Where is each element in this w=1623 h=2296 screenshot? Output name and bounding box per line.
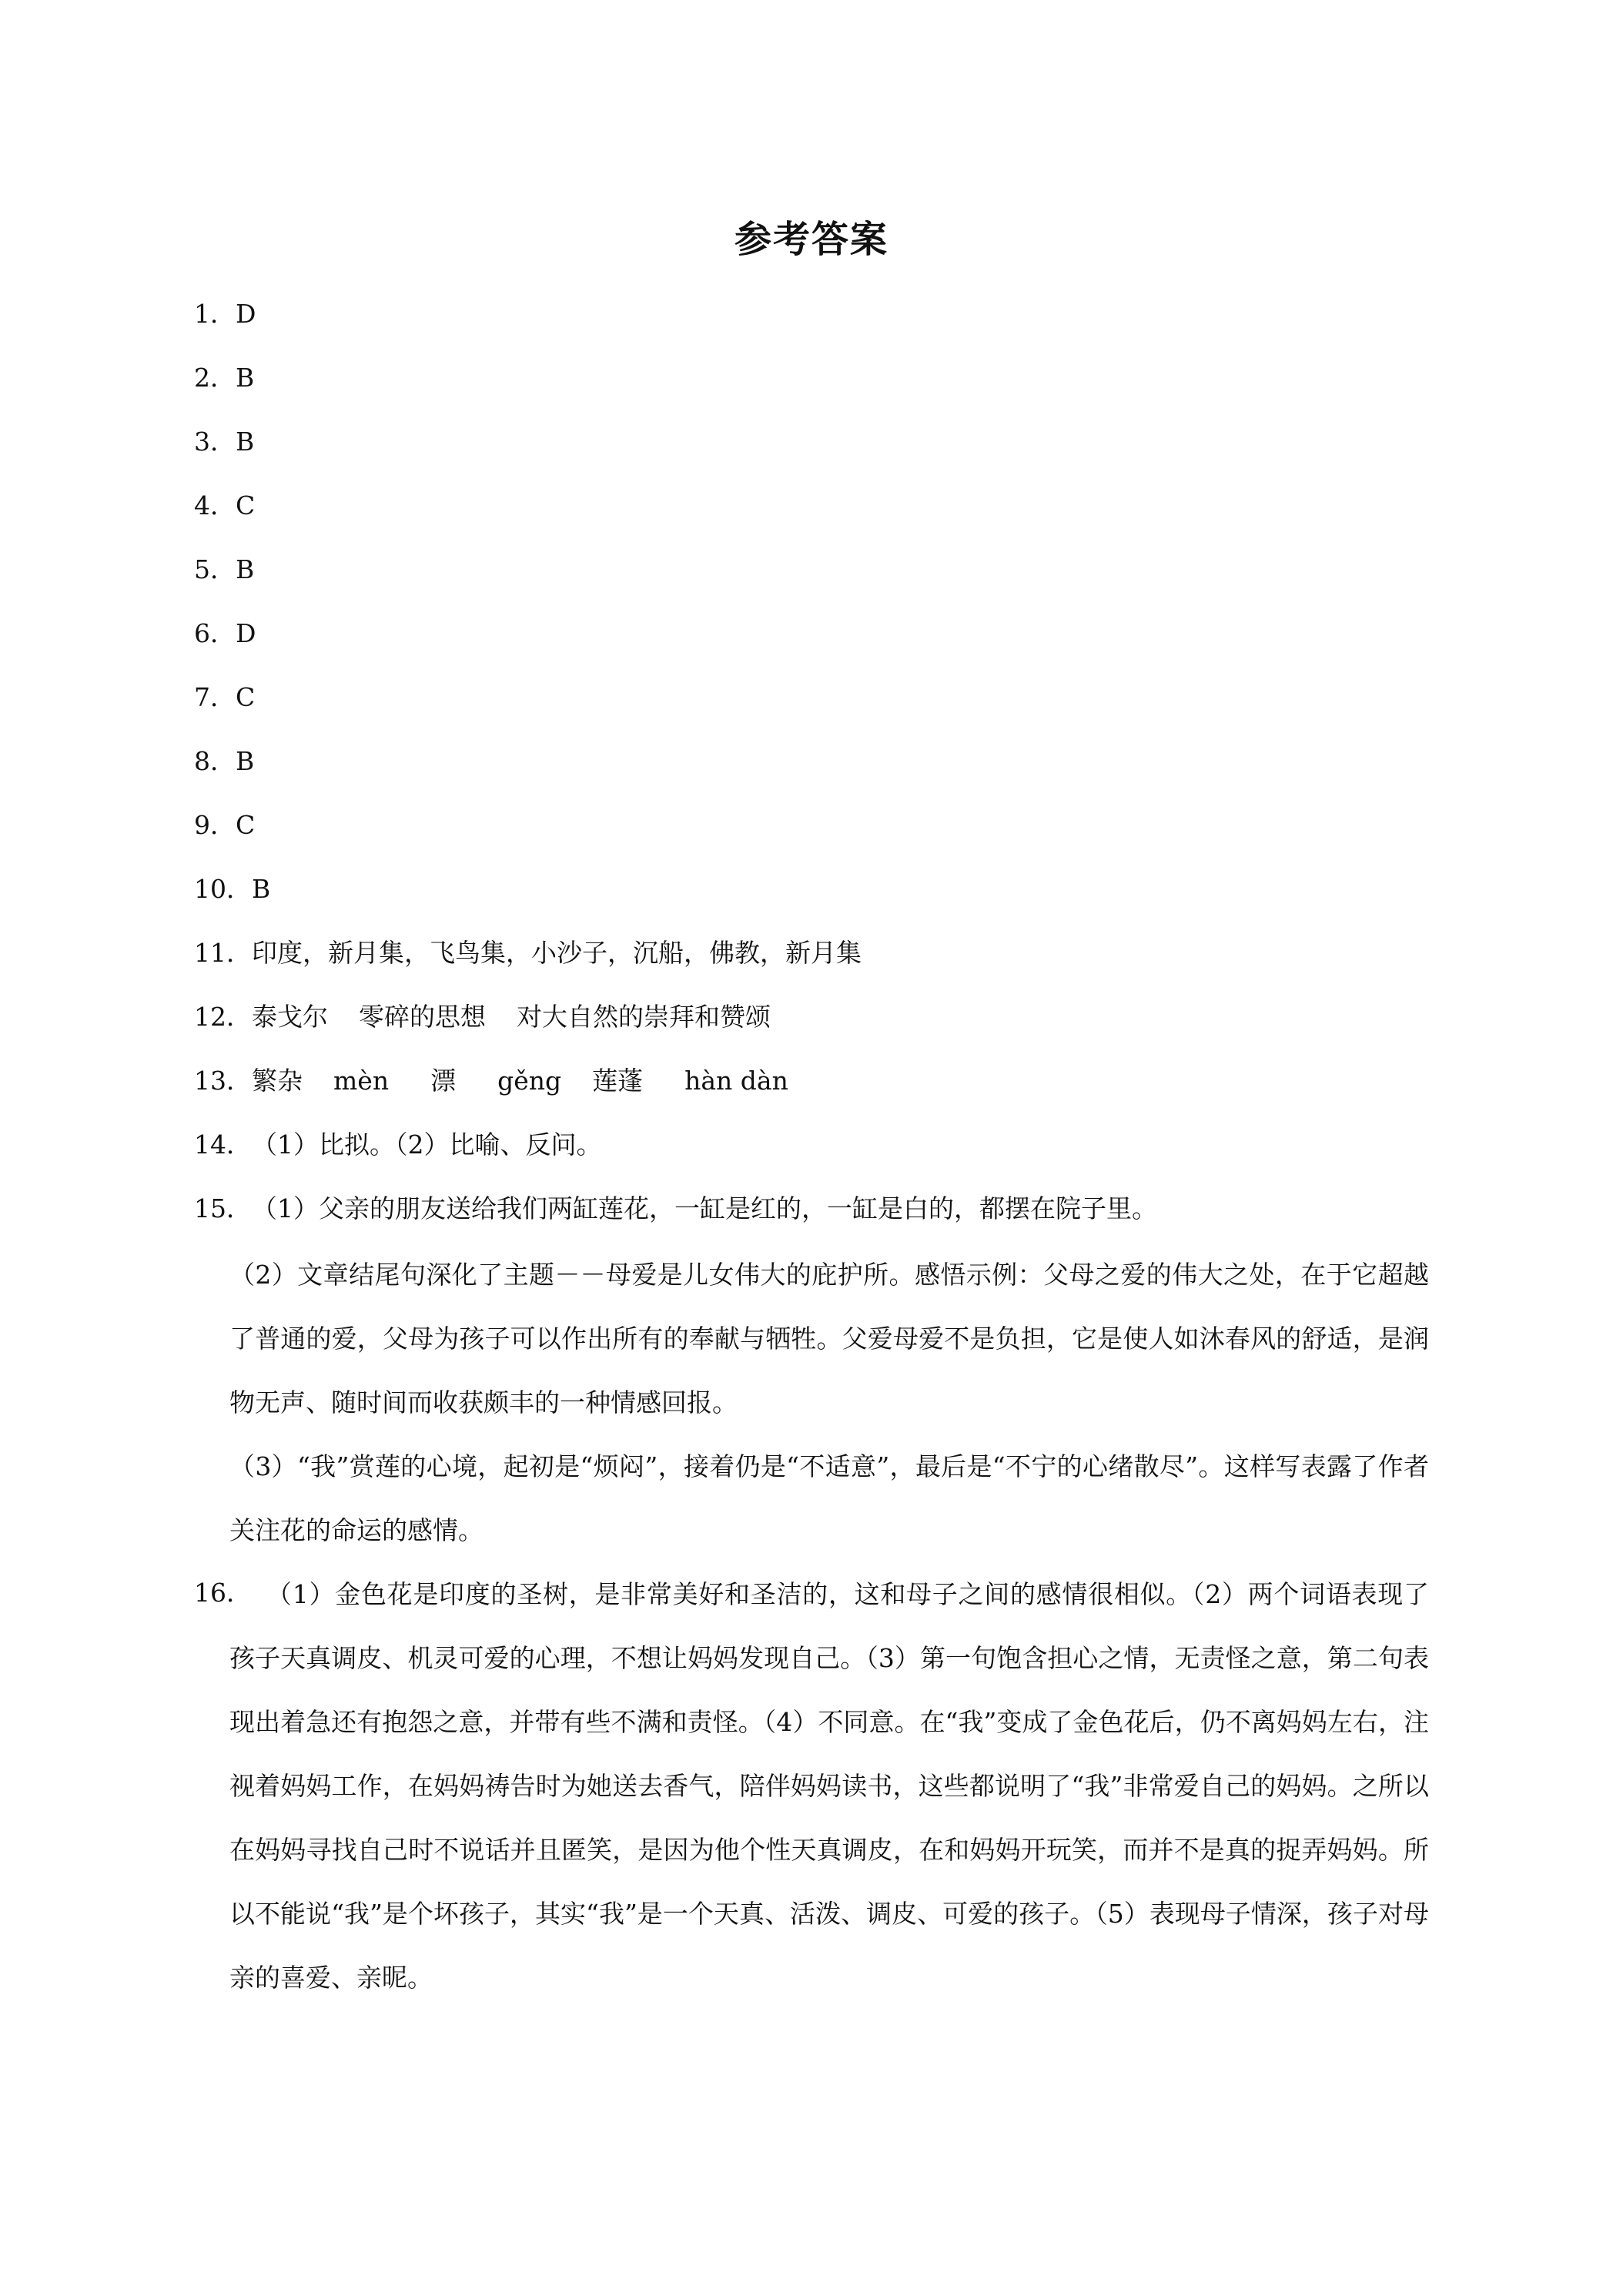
answer-item-12: 12．泰戈尔 零碎的思想 对大自然的崇拜和赞颂: [194, 1002, 771, 1032]
answer-item: 6．D: [194, 618, 256, 648]
answer-15-part3: （3）“我”赏莲的心境，起初是“烦闷”，接着仍是“不适意”，最后是“不宁的心绪散尽”。这样写表露了作者关注花的命运的感情。: [229, 1451, 1429, 1545]
page-title: 参考答案: [734, 218, 888, 261]
answer-16-text: （1）金色花是印度的圣树，是非常美好和圣洁的，这和母子之间的感情很相似。（2）两个词语表现了孩子天真调皮、机灵可爱的心理，不想让妈妈发现自己。（3）第一句饱含担心之情，无责怪之意，第二句表现出着急还有抱怨之意，并带有些不满和责怪。（4）不同意。在“我”变成了金色花后，仍不离妈妈左右，注视着妈妈工作，在妈妈祷告时为她送去香气，陪伴妈妈读书，这些都说明了“我”非常爱自己的妈妈。之所以在妈妈寻找自己时不说话并且匿笑，是因为他个性天真调皮，在和妈妈开玩笑，而并不是真的捉弄妈妈。所以不能说“我”是个坏孩子，其实“我”是一个天真、活泼、调皮、可爱的孩子。（5）表现母子情深，孩子对母亲的喜爱、亲昵。: [229, 1579, 1429, 1993]
answer-item-16-number: 16．: [194, 1578, 252, 1608]
answer-item-15-part1: 15．（1）父亲的朋友送给我们两缸莲花，一缸是红的，一缸是白的，都摆在院子里。: [194, 1193, 1157, 1223]
answer-item: 3．B: [194, 427, 255, 457]
answer-item: 4．C: [194, 490, 256, 520]
answer-item: 7．C: [194, 682, 256, 712]
answer-item: 2．B: [194, 363, 255, 393]
answer-item: 1．D: [194, 299, 256, 329]
answer-item-11: 11．印度，新月集，飞鸟集，小沙子，沉船，佛教，新月集: [194, 938, 862, 968]
answer-item: 10．B: [194, 874, 271, 904]
answer-item-14: 14．（1）比拟。（2）比喻、反问。: [194, 1130, 602, 1160]
answer-15-part2: （2）文章结尾句深化了主题－－母爱是儿女伟大的庇护所。感悟示例：父母之爱的伟大之处，在于它超越了普通的爱，父母为孩子可以作出所有的奉献与牺牲。父爱母爱不是负担，它是使人如沐春风的舒适，是润物无声、随时间而收获颇丰的一种情感回报。: [229, 1260, 1429, 1417]
answer-item: 5．B: [194, 554, 255, 584]
answer-item-13: 13．繁杂 mèn 漂 gěng 莲蓬 hàn dàn: [194, 1066, 788, 1096]
answer-item: 8．B: [194, 746, 255, 776]
answer-item: 9．C: [194, 810, 256, 840]
